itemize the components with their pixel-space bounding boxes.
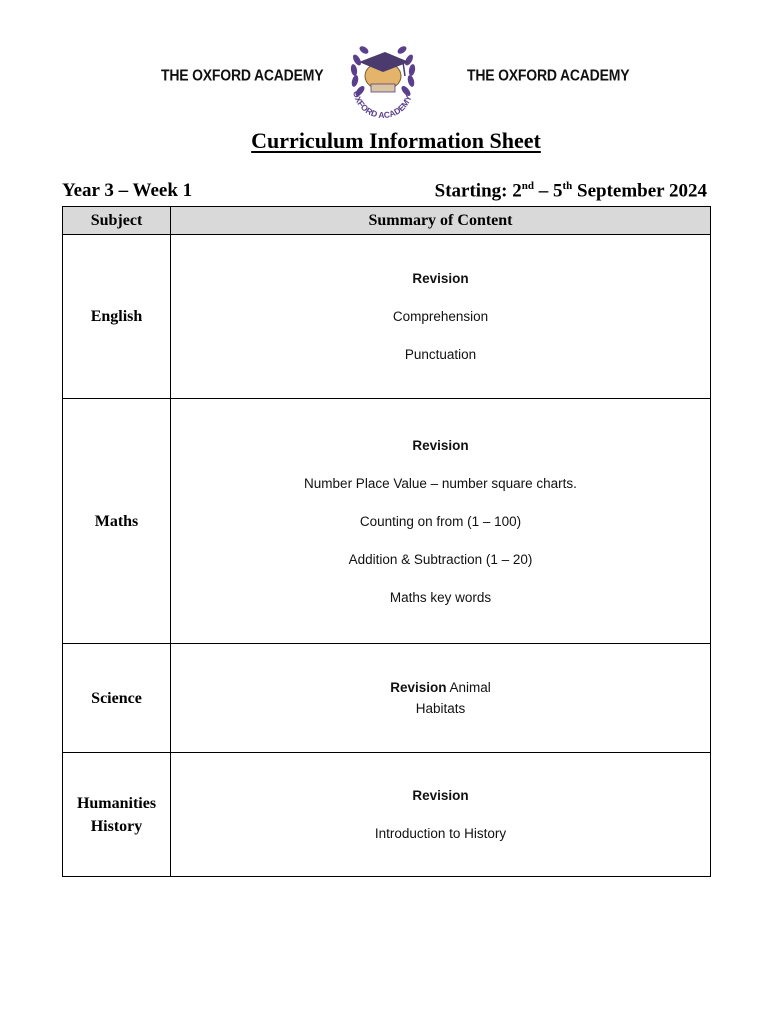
page-title: Curriculum Information Sheet bbox=[251, 128, 541, 153]
content-cell bbox=[171, 644, 711, 753]
table-row-english bbox=[63, 235, 711, 399]
content-item: Addition & Subtraction (1 – 20) bbox=[348, 551, 533, 567]
column-header-subject: Subject bbox=[63, 207, 171, 235]
subject-cell: Science bbox=[63, 644, 171, 753]
school-name-left: THE OXFORD ACADEMY bbox=[161, 66, 324, 84]
content-cell bbox=[171, 235, 711, 399]
subject-cell: English bbox=[63, 235, 171, 399]
academy-crest-logo bbox=[347, 40, 419, 124]
content-item: Maths key words bbox=[389, 589, 492, 605]
content-line bbox=[171, 677, 710, 698]
svg-text:OXFORD ACADEMY: OXFORD ACADEMY bbox=[351, 89, 414, 121]
curriculum-table bbox=[62, 206, 711, 877]
school-name-right: THE OXFORD ACADEMY bbox=[467, 66, 630, 84]
content-cell bbox=[171, 399, 711, 644]
starting-date: Starting: 2nd – 5th September 2024 bbox=[434, 180, 707, 202]
content-item: Introduction to History bbox=[374, 826, 507, 841]
content-cell bbox=[171, 753, 711, 877]
content-item: Animal bbox=[446, 680, 491, 695]
revision-heading: Revision bbox=[412, 271, 469, 286]
subject-line: History bbox=[90, 817, 143, 835]
subject-line: Humanities bbox=[76, 794, 157, 812]
revision-heading: Revision bbox=[412, 788, 469, 803]
table-row-humanities bbox=[63, 753, 711, 877]
content-item: Counting on from (1 – 100) bbox=[359, 513, 522, 529]
revision-heading: Revision bbox=[390, 680, 447, 695]
subject-cell bbox=[63, 753, 171, 877]
table-row-maths bbox=[63, 399, 711, 644]
content-item: Comprehension bbox=[392, 309, 489, 324]
content-item: Punctuation bbox=[404, 347, 477, 362]
content-item: Number Place Value – number square charts. bbox=[304, 475, 577, 491]
week-label: Year 3 – Week 1 bbox=[62, 180, 193, 201]
table-header-row bbox=[63, 207, 711, 235]
revision-heading: Revision bbox=[412, 437, 469, 453]
subject-cell: Maths bbox=[63, 399, 171, 644]
column-header-summary: Summary of Content bbox=[171, 207, 711, 235]
table-row-science bbox=[63, 644, 711, 753]
content-item: Habitats bbox=[415, 701, 466, 716]
